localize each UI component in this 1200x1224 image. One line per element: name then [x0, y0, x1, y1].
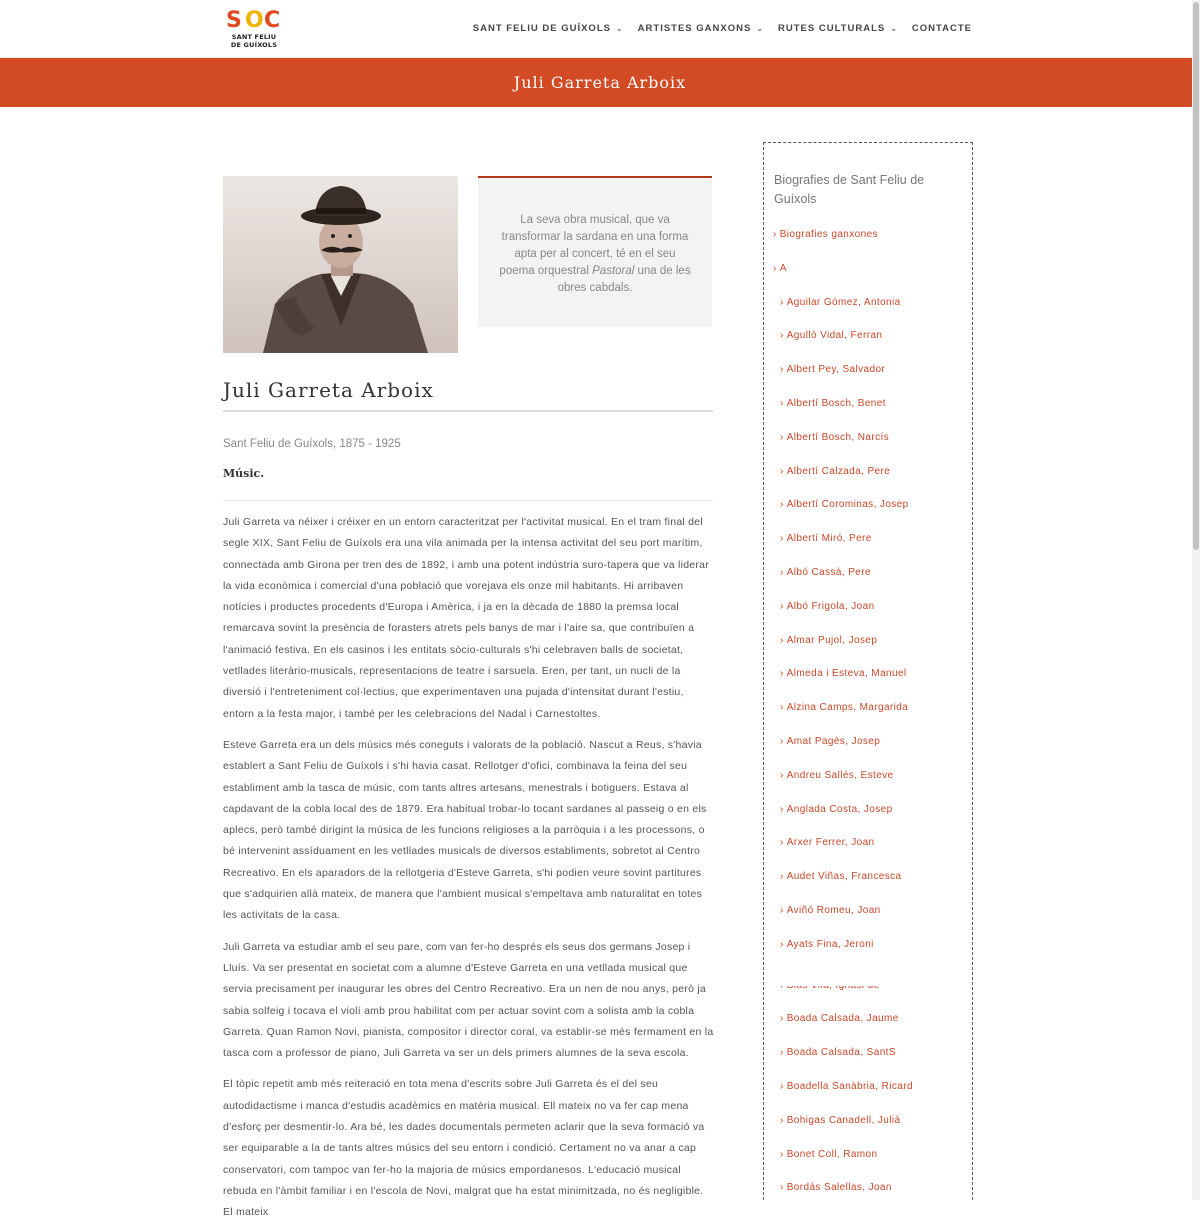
logo-letter-c: C: [264, 8, 281, 33]
chevron-right-icon: ›: [780, 668, 784, 680]
site-header: [0, 0, 1200, 58]
chevron-right-icon: ›: [780, 871, 784, 883]
chevron-right-icon: ›: [780, 431, 784, 443]
sidebar-item-label: Bordàs Salellas, Joan: [786, 1182, 892, 1194]
chevron-right-icon: ›: [780, 364, 784, 376]
sidebar-item-label: Albertí Calzada, Pere: [786, 465, 891, 477]
sidebar-biographies: [763, 142, 973, 1200]
chevron-right-icon: ›: [780, 398, 784, 409]
portrait-illustration: [223, 176, 458, 353]
sidebar-item-biografies-ganxones[interactable]: [773, 229, 878, 240]
sidebar-item-label: Agulló Vidal, Ferran: [786, 330, 883, 342]
chevron-right-icon: ›: [780, 1047, 784, 1059]
paragraph: El tòpic repetit amb més reiteració en tota mena d'escrits sobre Juli Garreta és el del seu autodidactisme i manca d'estudis acadèmics en matèria musical. Ell mateix no va fer cap mena d'esforç per desmentir-lo. Ara bé, les dades documentals permeten aclarir que la seva formació va ser equiparable a la de tants altres músics del seu entorn i condició. Certament no va anar a cap conservatori, com tampoc van fer-ho la majoria de músics empordanesos. L'educació musical rebuda en l'àmbit familiar i en l'escola de Novi, malgrat que ha estat minimitzada, no és negligible. El mateix: [223, 1078, 705, 1219]
nav-item-contacte[interactable]: [912, 23, 972, 34]
quote-emphasis: Pastoral: [592, 265, 635, 277]
sidebar-item-person[interactable]: [780, 635, 877, 646]
logo-letter-s: S: [226, 8, 242, 33]
sidebar-item-label: Aguilar Gómez, Antonia: [786, 296, 901, 308]
nav-item-label: CONTACTE: [911, 23, 972, 34]
nav-item-sant-feliu[interactable]: [473, 23, 624, 34]
sidebar-item-label: Arxer Ferrer, Joan: [786, 837, 875, 849]
chevron-right-icon: ›: [773, 229, 777, 240]
place-and-dates: Sant Feliu de Guíxols, 1875 - 1925: [223, 438, 401, 450]
logo-text-line1: SANT FELIU: [231, 33, 277, 41]
chevron-right-icon: ›: [780, 634, 784, 646]
nav-item-label: SANT FELIU DE GUÍXOLS: [472, 23, 611, 34]
sidebar-item-label: A: [779, 262, 787, 274]
sidebar-item-person[interactable]: [780, 330, 882, 341]
chevron-right-icon: ›: [780, 296, 784, 308]
chevron-right-icon: ›: [780, 600, 784, 612]
sidebar-item-person[interactable]: [780, 364, 885, 375]
logo-mark: [224, 10, 284, 32]
sidebar-item-person[interactable]: [780, 1149, 877, 1160]
sidebar-item-label: Ayats Fina, Jeroni: [786, 938, 874, 950]
nav-item-label: ARTISTES GANXONS: [637, 23, 752, 34]
chevron-right-icon: ›: [780, 330, 784, 342]
quote-text-start: La seva obra musical, que va transformar la sardana en una forma apta per al concert, té en el seu poema orquestral: [499, 214, 689, 277]
chevron-right-icon: ›: [780, 736, 784, 747]
page-title: Juli Garreta Arboix: [513, 73, 687, 92]
sidebar-item-person[interactable]: [780, 736, 880, 747]
biography-text: [223, 512, 715, 1219]
scrollbar-thumb[interactable]: [1193, 2, 1199, 550]
sidebar-item-person[interactable]: [780, 905, 881, 916]
chevron-right-icon: ›: [780, 499, 784, 511]
sidebar-title: Biografies de Sant Feliu de Guíxols: [774, 173, 925, 206]
sidebar-item-person[interactable]: [780, 1182, 892, 1193]
sidebar-item-person[interactable]: [780, 668, 907, 679]
sidebar-item-label: Bohigas Canadell, Julià: [786, 1114, 901, 1126]
paragraph: Juli Garreta va estudiar amb el seu pare, com van fer-ho després els seus dos germans Josep i Lluís. Va ser presentat en societat com a alumne d'Esteve Garreta en una vetllada musical que servia precisament per inaugurar les obres del Centro Recreativo. Era un nen de nou anys, però ja sabia solfeig i tocava el violí amb prou habilitat com per actuar sovint com a solista amb la cobla Garreta. Quan Ramon Novi, pianista, compositor i director coral, va establir-se més fermament en la tasca com a professor de piano, Juli Garreta va ser un dels primers alumnes de la seva escola.: [223, 940, 714, 1060]
chevron-right-icon: ›: [773, 262, 777, 274]
paragraph: Juli Garreta va néixer i créixer en un entorn caracteritzat per l'activitat musical. En el tram final del segle XIX, Sant Feliu de Guíxols era una vila animada per la intensa activitat del seu port marítim, connectada amb Girona per tren des de 1892, i amb una potent indústria suro-tapera que va liderar la vida econòmica i comercial d'una població que vorejava els onze mil habitants. Hi arribaven notícies i productes procedents d'Europa i Amèrica, i ja en la dècada de 1880 la premsa local remarcava sovint la presència de forasters atrets pels banys de mar i l'aire sa, que contribuïen a l'animació festiva. En els casinos i les entitats sòcio-culturals s'hi celebraven balls de societat, vetllades literàrio-musicals, representacions de teatre i sarsuela. Eren, per tant, un nucli de la diversió i l'entreteniment col·lectius, que experimentaven una pujada d'intensitat durant l'estiu, entorn a la festa major, i també per les celebracions del Nadal i Carnestoltes.: [223, 516, 709, 720]
sidebar-item-person[interactable]: [780, 837, 875, 848]
chevron-right-icon: ›: [780, 1081, 784, 1092]
sidebar-item-label: Aviñó Romeu, Joan: [786, 905, 881, 916]
sidebar-item-person[interactable]: [780, 1081, 913, 1092]
sidebar-item-label: Albertí Miró, Pere: [786, 533, 872, 545]
logo-text-line2: DE GUÍXOLS: [230, 41, 278, 49]
sidebar-item-person[interactable]: [780, 466, 890, 477]
sidebar-item-label: Boada Calsada, Jaume: [786, 1013, 899, 1025]
sidebar-item-label: Albertí Bosch, Benet: [786, 398, 886, 409]
sidebar-item-label: Albó Frigola, Joan: [786, 600, 875, 612]
pull-quote-text: [498, 212, 692, 297]
sidebar-item-label: Alzina Camps, Margarida: [786, 702, 909, 714]
sidebar-item-label: Boada Calsada, SantS: [786, 1047, 896, 1059]
chevron-right-icon: ›: [780, 769, 784, 781]
sidebar-item-label: Boadella Sanàbria, Ricard: [786, 1081, 913, 1092]
sidebar-item-person[interactable]: [780, 533, 872, 544]
nav-item-artistes-ganxons[interactable]: [638, 23, 764, 34]
chevron-right-icon: ›: [780, 837, 784, 849]
chevron-right-icon: ›: [780, 702, 784, 714]
sidebar-item-person[interactable]: [780, 398, 886, 409]
sidebar-item-label: Albertí Corominas, Josep: [786, 499, 909, 511]
chevron-right-icon: ›: [780, 1114, 784, 1126]
sidebar-item-label: Audet Viñas, Francesca: [786, 871, 902, 883]
main-nav: [459, 23, 972, 34]
chevron-right-icon: ›: [780, 1148, 784, 1160]
chevron-down-icon: ⌄: [890, 24, 898, 33]
sidebar-item-label: Albert Pey, Salvador: [786, 364, 886, 376]
sidebar-item-label: Bonet Coll, Ramon: [786, 1148, 878, 1160]
person-name-heading: Juli Garreta Arboix: [223, 378, 713, 412]
sidebar-item-person[interactable]: [780, 297, 901, 308]
sidebar-item-label: Albó Cassà, Pere: [786, 567, 871, 578]
sidebar-item-label: Amat Pagès, Josep: [786, 736, 881, 747]
sidebar-overlap-gap: [764, 978, 972, 986]
sidebar-item-person[interactable]: [780, 1115, 900, 1126]
pull-quote: [478, 176, 712, 327]
sidebar-item-label: Andreu Sallés, Esteve: [786, 769, 894, 781]
site-logo[interactable]: [224, 10, 284, 50]
sidebar-item-person[interactable]: [780, 1047, 896, 1058]
section-divider: [223, 500, 713, 501]
chevron-right-icon: ›: [780, 1182, 784, 1194]
sidebar-item-person[interactable]: [780, 1013, 899, 1024]
sidebar-item-person[interactable]: [780, 567, 871, 578]
sidebar-item-person[interactable]: [780, 804, 893, 815]
sidebar-item-person[interactable]: [780, 702, 908, 713]
sidebar-item-label: Almeda i Esteva, Manuel: [786, 668, 907, 680]
sidebar-item-label: Biografies ganxones: [779, 229, 878, 240]
nav-item-rutes-culturals[interactable]: [778, 23, 898, 34]
page-scrollbar[interactable]: [1192, 0, 1200, 1200]
sidebar-item-person[interactable]: [780, 939, 874, 950]
sidebar-item-person[interactable]: [780, 432, 889, 443]
sidebar-item-person[interactable]: [780, 601, 875, 612]
chevron-right-icon: ›: [780, 1013, 784, 1025]
chevron-right-icon: ›: [780, 803, 784, 815]
quote-text-end: una de les obres cabdals.: [557, 265, 691, 294]
chevron-right-icon: ›: [780, 567, 784, 578]
sidebar-item-label: Albertí Bosch, Narcís: [786, 431, 890, 443]
profession: Músic.: [223, 467, 265, 480]
sidebar-item-person[interactable]: [780, 871, 902, 882]
chevron-right-icon: ›: [780, 465, 784, 477]
nav-item-label: RUTES CULTURALS: [778, 23, 886, 34]
chevron-right-icon: ›: [780, 533, 784, 545]
chevron-down-icon: ⌄: [756, 24, 765, 33]
sidebar-item-label: Almar Pujol, Josep: [786, 634, 878, 646]
page-title-banner: [0, 58, 1200, 107]
sidebar-item-letter-a[interactable]: [773, 263, 787, 274]
portrait-photo: [223, 176, 458, 353]
logo-letter-o: O: [245, 8, 264, 33]
sidebar-item-person[interactable]: [780, 499, 909, 510]
chevron-right-icon: ›: [780, 938, 784, 950]
sidebar-item-person[interactable]: [780, 770, 894, 781]
sidebar-item-label: Anglada Costa, Josep: [786, 803, 893, 815]
paragraph: Esteve Garreta era un dels músics més coneguts i valorats de la població. Nascut a Reus, s'havia establert a Sant Feliu de Guíxols i s'hi havia casat. Rellotger d'ofici, combinava la feina del seu establiment amb la tasca de músic, com tants altres artesans, menestrals i botiguers. Estava al capdavant de la cobla local des de 1879. Era habitual trobar-lo tocant sardanes al passeig o en els aplecs, però també dirigint la música de les funcions religioses a la parròquia i a les processons, o bé intervenint assíduament en les vetllades musicals de diversos establiments, sobretot al Centro Recreativo. En els aparadors de la rellotgeria d'Esteve Garreta, s'hi podien veure sovint partitures que s'adquirien allà mateix, de manera que l'ambient musical s'empeltava amb naturalitat en totes les activitats de la casa.: [223, 738, 707, 922]
chevron-right-icon: ›: [780, 905, 784, 916]
chevron-down-icon: ⌄: [615, 24, 624, 33]
